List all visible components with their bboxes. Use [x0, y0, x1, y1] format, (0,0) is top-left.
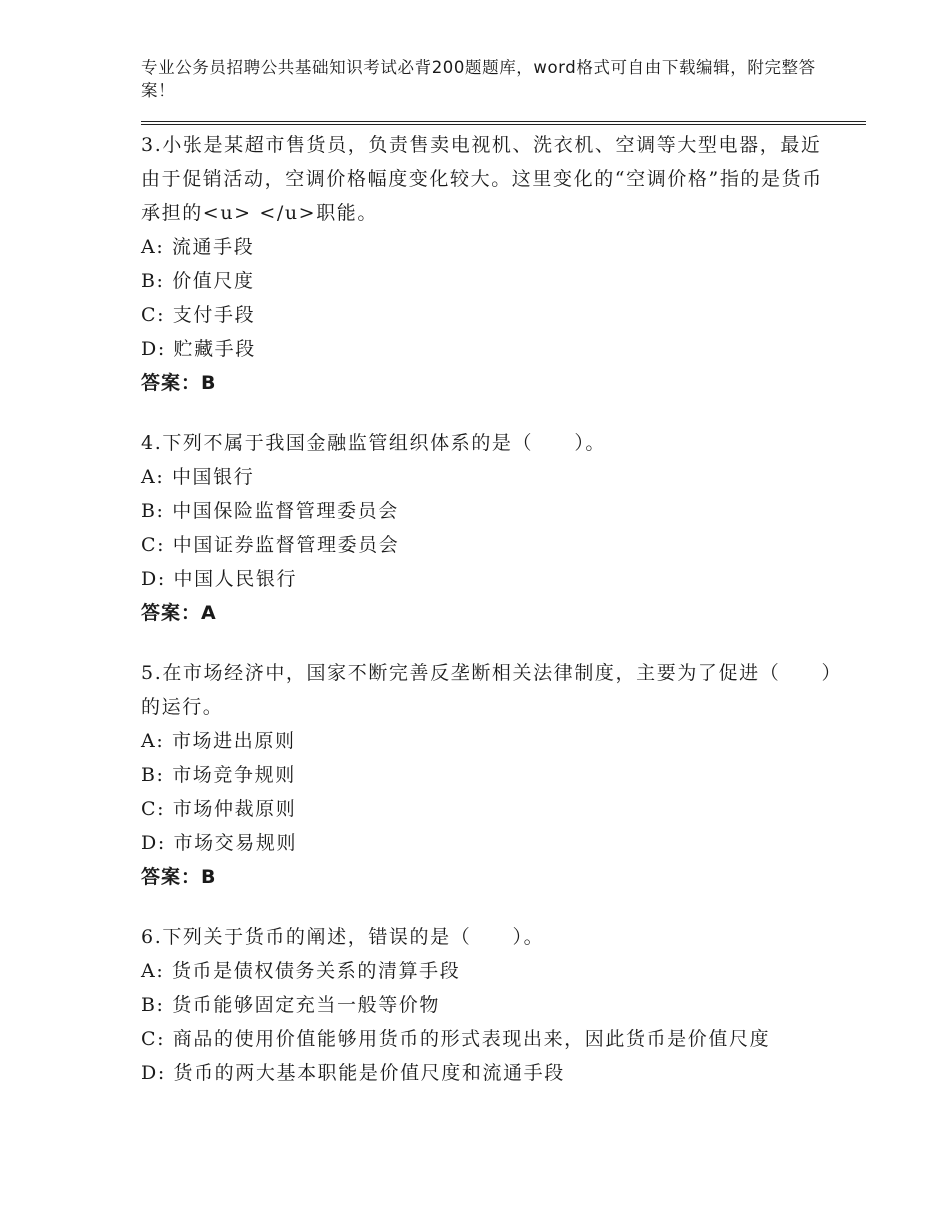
option-c: C: 中国证券监督管理委员会 [141, 534, 400, 556]
option-d: D: 市场交易规则 [141, 832, 298, 854]
question-stem: 5.在市场经济中，国家不断完善反垄断相关法律制度，主要为了促进（ ）的运行。 [141, 662, 833, 718]
header-text: 专业公务员招聘公共基础知识考试必背200题题库，word格式可自由下载编辑，附完整答案！ [141, 58, 816, 100]
header-rule-thick [141, 124, 866, 125]
answer-label: 答案：A [141, 602, 217, 624]
answer-label: 答案：B [141, 866, 217, 888]
question-5 [141, 656, 841, 894]
answer-label: 答案：B [141, 372, 217, 394]
question-3 [141, 128, 841, 400]
option-c: C: 支付手段 [141, 304, 256, 326]
option-a: A: 货币是债权债务关系的清算手段 [141, 960, 461, 982]
option-b: B: 中国保险监督管理委员会 [141, 500, 399, 522]
document-header [141, 56, 841, 102]
option-b: B: 市场竞争规则 [141, 764, 296, 786]
option-a: A: 中国银行 [141, 466, 255, 488]
option-b: B: 价值尺度 [141, 270, 255, 292]
option-b: B: 货币能够固定充当一般等价物 [141, 994, 441, 1016]
question-list [141, 128, 841, 1116]
option-a: A: 流通手段 [141, 236, 255, 258]
option-d: D: 贮藏手段 [141, 338, 256, 360]
option-c: C: 商品的使用价值能够用货币的形式表现出来，因此货币是价值尺度 [141, 1028, 771, 1050]
option-a: A: 市场进出原则 [141, 730, 296, 752]
option-d: D: 货币的两大基本职能是价值尺度和流通手段 [141, 1062, 565, 1084]
option-d: D: 中国人民银行 [141, 568, 298, 590]
question-stem: 3.小张是某超市售货员，负责售卖电视机、洗衣机、空调等大型电器，最近由于促销活动，空调价格幅度变化较大。这里变化的“空调价格”指的是货币承担的<u> </u>职能。 [141, 134, 823, 224]
header-rule-thin [141, 121, 866, 122]
option-c: C: 市场仲裁原则 [141, 798, 297, 820]
question-6 [141, 920, 841, 1090]
question-stem: 4.下列不属于我国金融监管组织体系的是（ ）。 [141, 432, 607, 454]
question-stem: 6.下列关于货币的阐述，错误的是（ ）。 [141, 926, 545, 948]
question-4 [141, 426, 841, 630]
